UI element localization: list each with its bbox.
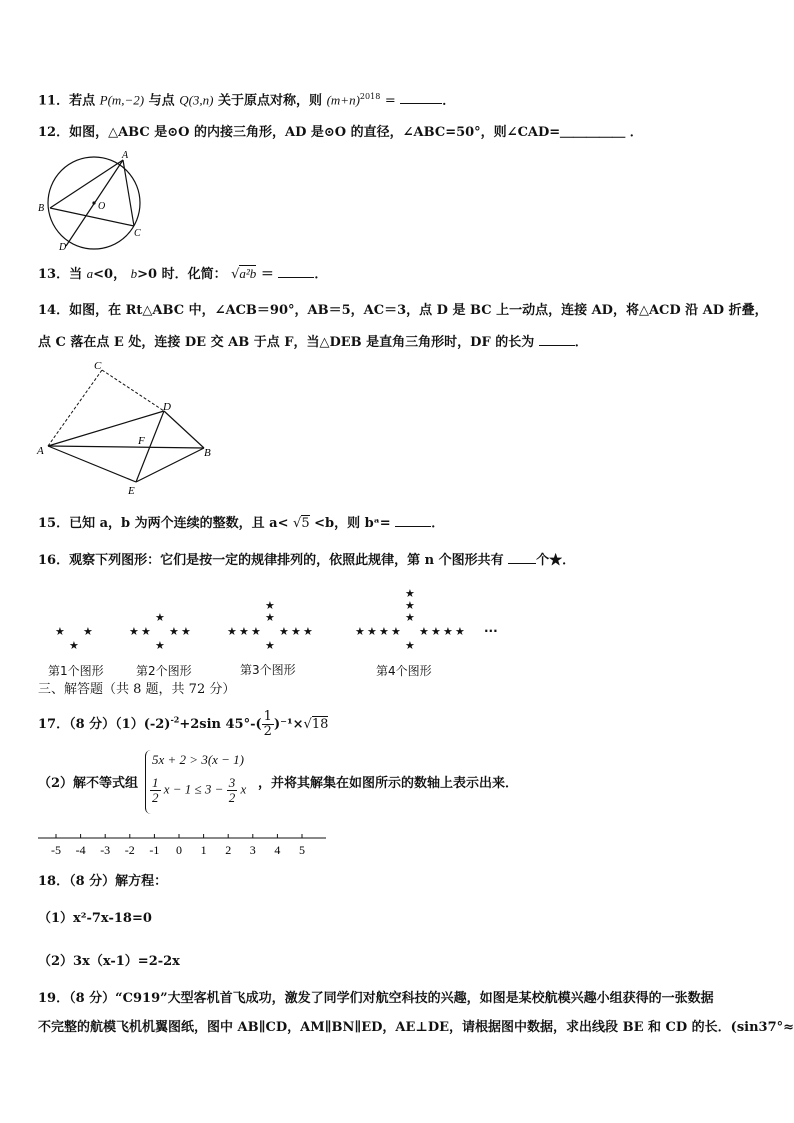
segment-db	[164, 411, 204, 448]
segment-ac	[123, 160, 134, 226]
q17-part1-prefix: 17．（8 分）（1）(-2)	[38, 717, 171, 732]
caption-figure-3: 第3个图形	[240, 663, 296, 677]
star-fig4-down: ★	[405, 639, 415, 652]
star-fig4-up-1: ★	[405, 611, 415, 624]
number-line-label: 4	[274, 843, 281, 857]
star-fig3-right-3: ★	[303, 625, 313, 638]
label-b: B	[204, 447, 211, 459]
star-fig3-right-1: ★	[279, 625, 289, 638]
section-3-title-text: 三、解答题（共 8 题，共 72 分）	[38, 682, 236, 697]
caption-figure-2: 第2个图形	[136, 664, 192, 678]
star-fig2-left-1: ★	[141, 625, 151, 638]
q11-prefix: 11．若点	[38, 93, 96, 109]
number-line-label: -4	[75, 843, 86, 857]
number-line-label: -5	[51, 843, 61, 857]
segment-ab	[50, 160, 123, 208]
label-o: O	[98, 201, 106, 212]
star-fig4-up-2: ★	[405, 599, 415, 612]
q12-text: 12．如图，△ABC 是⊙O 的内接三角形，AD 是⊙O 的直径，∠ABC=50°，则∠CAD=＿＿＿＿＿ ．	[38, 125, 643, 140]
question-12	[38, 124, 643, 142]
q13-gt: >0 时．化简：	[137, 267, 227, 282]
star-fig3-up-1: ★	[265, 611, 275, 624]
question-13: 13．当 a<0， b>0 时．化简： √a²b ＝ ．	[38, 266, 328, 282]
q15-radicand: 5	[301, 516, 310, 531]
segment-cd-dashed	[102, 370, 164, 411]
star-fig4-up-3: ★	[405, 587, 415, 600]
star-fig2-down: ★	[155, 639, 165, 652]
q15-answer-blank	[395, 514, 431, 527]
q19-line1: 19．（8 分）“C919”大型客机首飞成功，激发了同学们对航空科技的兴趣，如图是某校航模兴趣小组获得的一张数据	[38, 991, 714, 1006]
question-14-line1	[38, 302, 768, 320]
q17-ineq2-num-c: 3	[228, 775, 236, 790]
number-line-label: 0	[176, 843, 182, 857]
star-fig4-left-3: ★	[367, 625, 377, 638]
star-fig1-left-1: ★	[55, 625, 65, 638]
q14-line1: 14．如图，在 Rt△ABC 中，∠ACB＝90°，AB＝5，AC＝3，点 D 是 BC 上一动点，连接 AD，将△ACD 沿 AD 折叠，	[38, 303, 768, 318]
number-line-label: 5	[299, 843, 305, 857]
q11-exponent: 2018	[359, 92, 381, 101]
star-fig3-left-2: ★	[239, 625, 249, 638]
label-a: A	[37, 445, 44, 457]
q13-end: ．	[314, 267, 328, 282]
q13-eq: ＝	[260, 267, 274, 282]
q17-ineq-2	[150, 776, 246, 805]
q16-end: 个★．	[536, 553, 576, 568]
caption-figure-1: 第1个图形	[48, 664, 104, 678]
q18-title: 18．（8 分）解方程：	[38, 874, 168, 889]
question-19-line1	[38, 990, 714, 1008]
star-fig3-left-3: ★	[227, 625, 237, 638]
question-15: 15．已知 a，b 为两个连续的整数，且 a< √5 <b，则 bᵃ= ．	[38, 516, 445, 531]
number-line-label: 2	[225, 843, 232, 857]
question-17-part2-suffix	[258, 775, 518, 793]
segment-ab	[48, 446, 204, 448]
q15-mid: <b，则 bᵃ=	[314, 516, 391, 531]
star-fig4-left-1: ★	[391, 625, 401, 638]
star-fig1-down: ★	[69, 639, 79, 652]
section-3-title	[38, 681, 235, 699]
question-18-part1	[38, 910, 152, 928]
number-line-label: -1	[149, 843, 160, 857]
star-fig4-left-2: ★	[379, 625, 389, 638]
caption-figure-4: 第4个图形	[376, 664, 432, 678]
star-fig3-right-2: ★	[291, 625, 301, 638]
q17-part1-mid: +2sin 45°-(	[179, 717, 262, 732]
segment-ae	[48, 446, 136, 482]
q16-answer-blank	[508, 551, 536, 564]
q17-ineq2-mid: x − 1 ≤ 3 −	[163, 781, 224, 797]
number-line-label: 1	[200, 843, 207, 857]
q11-eq: =	[384, 93, 396, 109]
number-line-label: 3	[249, 843, 256, 857]
star-fig2-right-1: ★	[169, 625, 179, 638]
q13-answer-blank	[278, 265, 314, 278]
star-fig2-right-2: ★	[181, 625, 191, 638]
segment-ac-dashed	[48, 370, 102, 446]
star-fig4-right-4: ★	[455, 625, 465, 638]
question-11	[38, 88, 455, 110]
number-line-label: -2	[124, 843, 135, 857]
segment-eb	[136, 448, 204, 482]
q11-mid2: 关于原点对称，则	[218, 93, 323, 109]
question-14-line2	[38, 333, 588, 352]
star-fig4-right-1: ★	[419, 625, 429, 638]
label-b: B	[38, 203, 45, 214]
q17-ineq2-den-b: 2	[152, 790, 159, 805]
q17-ineq2-den-d: 2	[228, 790, 236, 805]
question-18-part2	[38, 953, 180, 971]
label-c: C	[94, 360, 102, 372]
q17-number-line	[36, 830, 328, 864]
q17-ineq-1: 5x + 2 > 3(x − 1)	[152, 752, 245, 767]
question-17-part1: 17．（8 分）$(1)(-2)^{-2}+2\sin$ 45°-( $\frac{1}{2}$ )⁻¹×√18	[38, 709, 329, 739]
q16-text: 16．观察下列图形：它们是按一定的规律排列的，依照此规律，第 n 个图形共有	[38, 553, 504, 568]
q17-exp: -2	[170, 714, 180, 725]
question-17-part2	[38, 775, 138, 793]
q14-answer-blank	[539, 333, 575, 346]
star-fig2-up-1: ★	[155, 611, 165, 624]
label-d: D	[59, 242, 67, 252]
star-ellipsis: ···	[484, 624, 498, 638]
q11-point-q: Q(3,n)	[179, 92, 214, 108]
q18-part1: （1）x²-7x-18=0	[38, 911, 152, 926]
q13-prefix: 13．当	[38, 267, 83, 282]
q18-part2: （2）3x（x-1）=2-2x	[38, 954, 180, 969]
q14-end: ．	[574, 335, 588, 350]
star-fig1-right-1: ★	[83, 625, 93, 638]
segment-bc	[50, 208, 134, 226]
question-19-line2	[38, 1019, 794, 1037]
label-c: C	[134, 228, 141, 239]
q11-point-p: P(m,−2)	[99, 92, 145, 108]
q11-mid: 与点	[148, 93, 175, 109]
q13-var-b: b	[130, 266, 138, 281]
question-18	[38, 873, 167, 891]
q15-end: ．	[431, 516, 445, 531]
segment-ad	[48, 411, 164, 446]
q13-var-a: a	[86, 266, 94, 281]
star-fig3-down: ★	[265, 639, 275, 652]
star-fig4-left-4: ★	[355, 625, 365, 638]
label-a: A	[122, 150, 129, 161]
q14-triangle-figure	[36, 356, 220, 502]
q17-part2-prefix: （2）解不等式组	[38, 776, 139, 791]
star-fig4-right-2: ★	[431, 625, 441, 638]
center-dot	[92, 201, 95, 204]
label-f: F	[138, 435, 145, 447]
q17-suffix: ，并将其解集在如图所示的数轴上表示出来．	[258, 776, 519, 791]
star-fig3-left-1: ★	[251, 625, 261, 638]
label-e: E	[128, 485, 135, 497]
q17-radicand: 18	[311, 717, 329, 732]
q11-end: ．	[442, 93, 456, 109]
q11-expr: (m+n)	[326, 92, 360, 108]
q13-radicand: a²b	[239, 266, 257, 281]
q15-prefix: 15．已知 a，b 为两个连续的整数，且 a<	[38, 516, 289, 531]
q12-circle-figure	[36, 148, 156, 252]
q11-answer-blank	[400, 91, 442, 104]
q19-line2: 不完整的航模飞机机翼图纸，图中 AB∥CD，AM∥BN∥ED，AE⊥DE，请根据图中数据，求出线段 BE 和 CD 的长．(sin37°≈	[38, 1020, 794, 1035]
q17-part1-exp2: )⁻¹×	[273, 717, 304, 732]
q13-lt: <0，	[93, 267, 127, 282]
q17-frac-den: 2	[263, 724, 272, 739]
label-d: D	[163, 401, 171, 413]
question-16	[38, 551, 575, 570]
q17-frac-num: 1	[263, 709, 272, 724]
number-line-label: -3	[100, 843, 111, 857]
q17-ineq2-end: x	[240, 781, 247, 797]
star-fig2-left-2: ★	[129, 625, 139, 638]
star-fig3-up-2: ★	[265, 599, 275, 612]
star-fig4-right-3: ★	[443, 625, 453, 638]
q14-line2: 点 C 落在点 E 处，连接 DE 交 AB 于点 F，当△DEB 是直角三角形时，DF 的长为	[38, 335, 535, 350]
q17-ineq2-num-a: 1	[152, 775, 159, 790]
